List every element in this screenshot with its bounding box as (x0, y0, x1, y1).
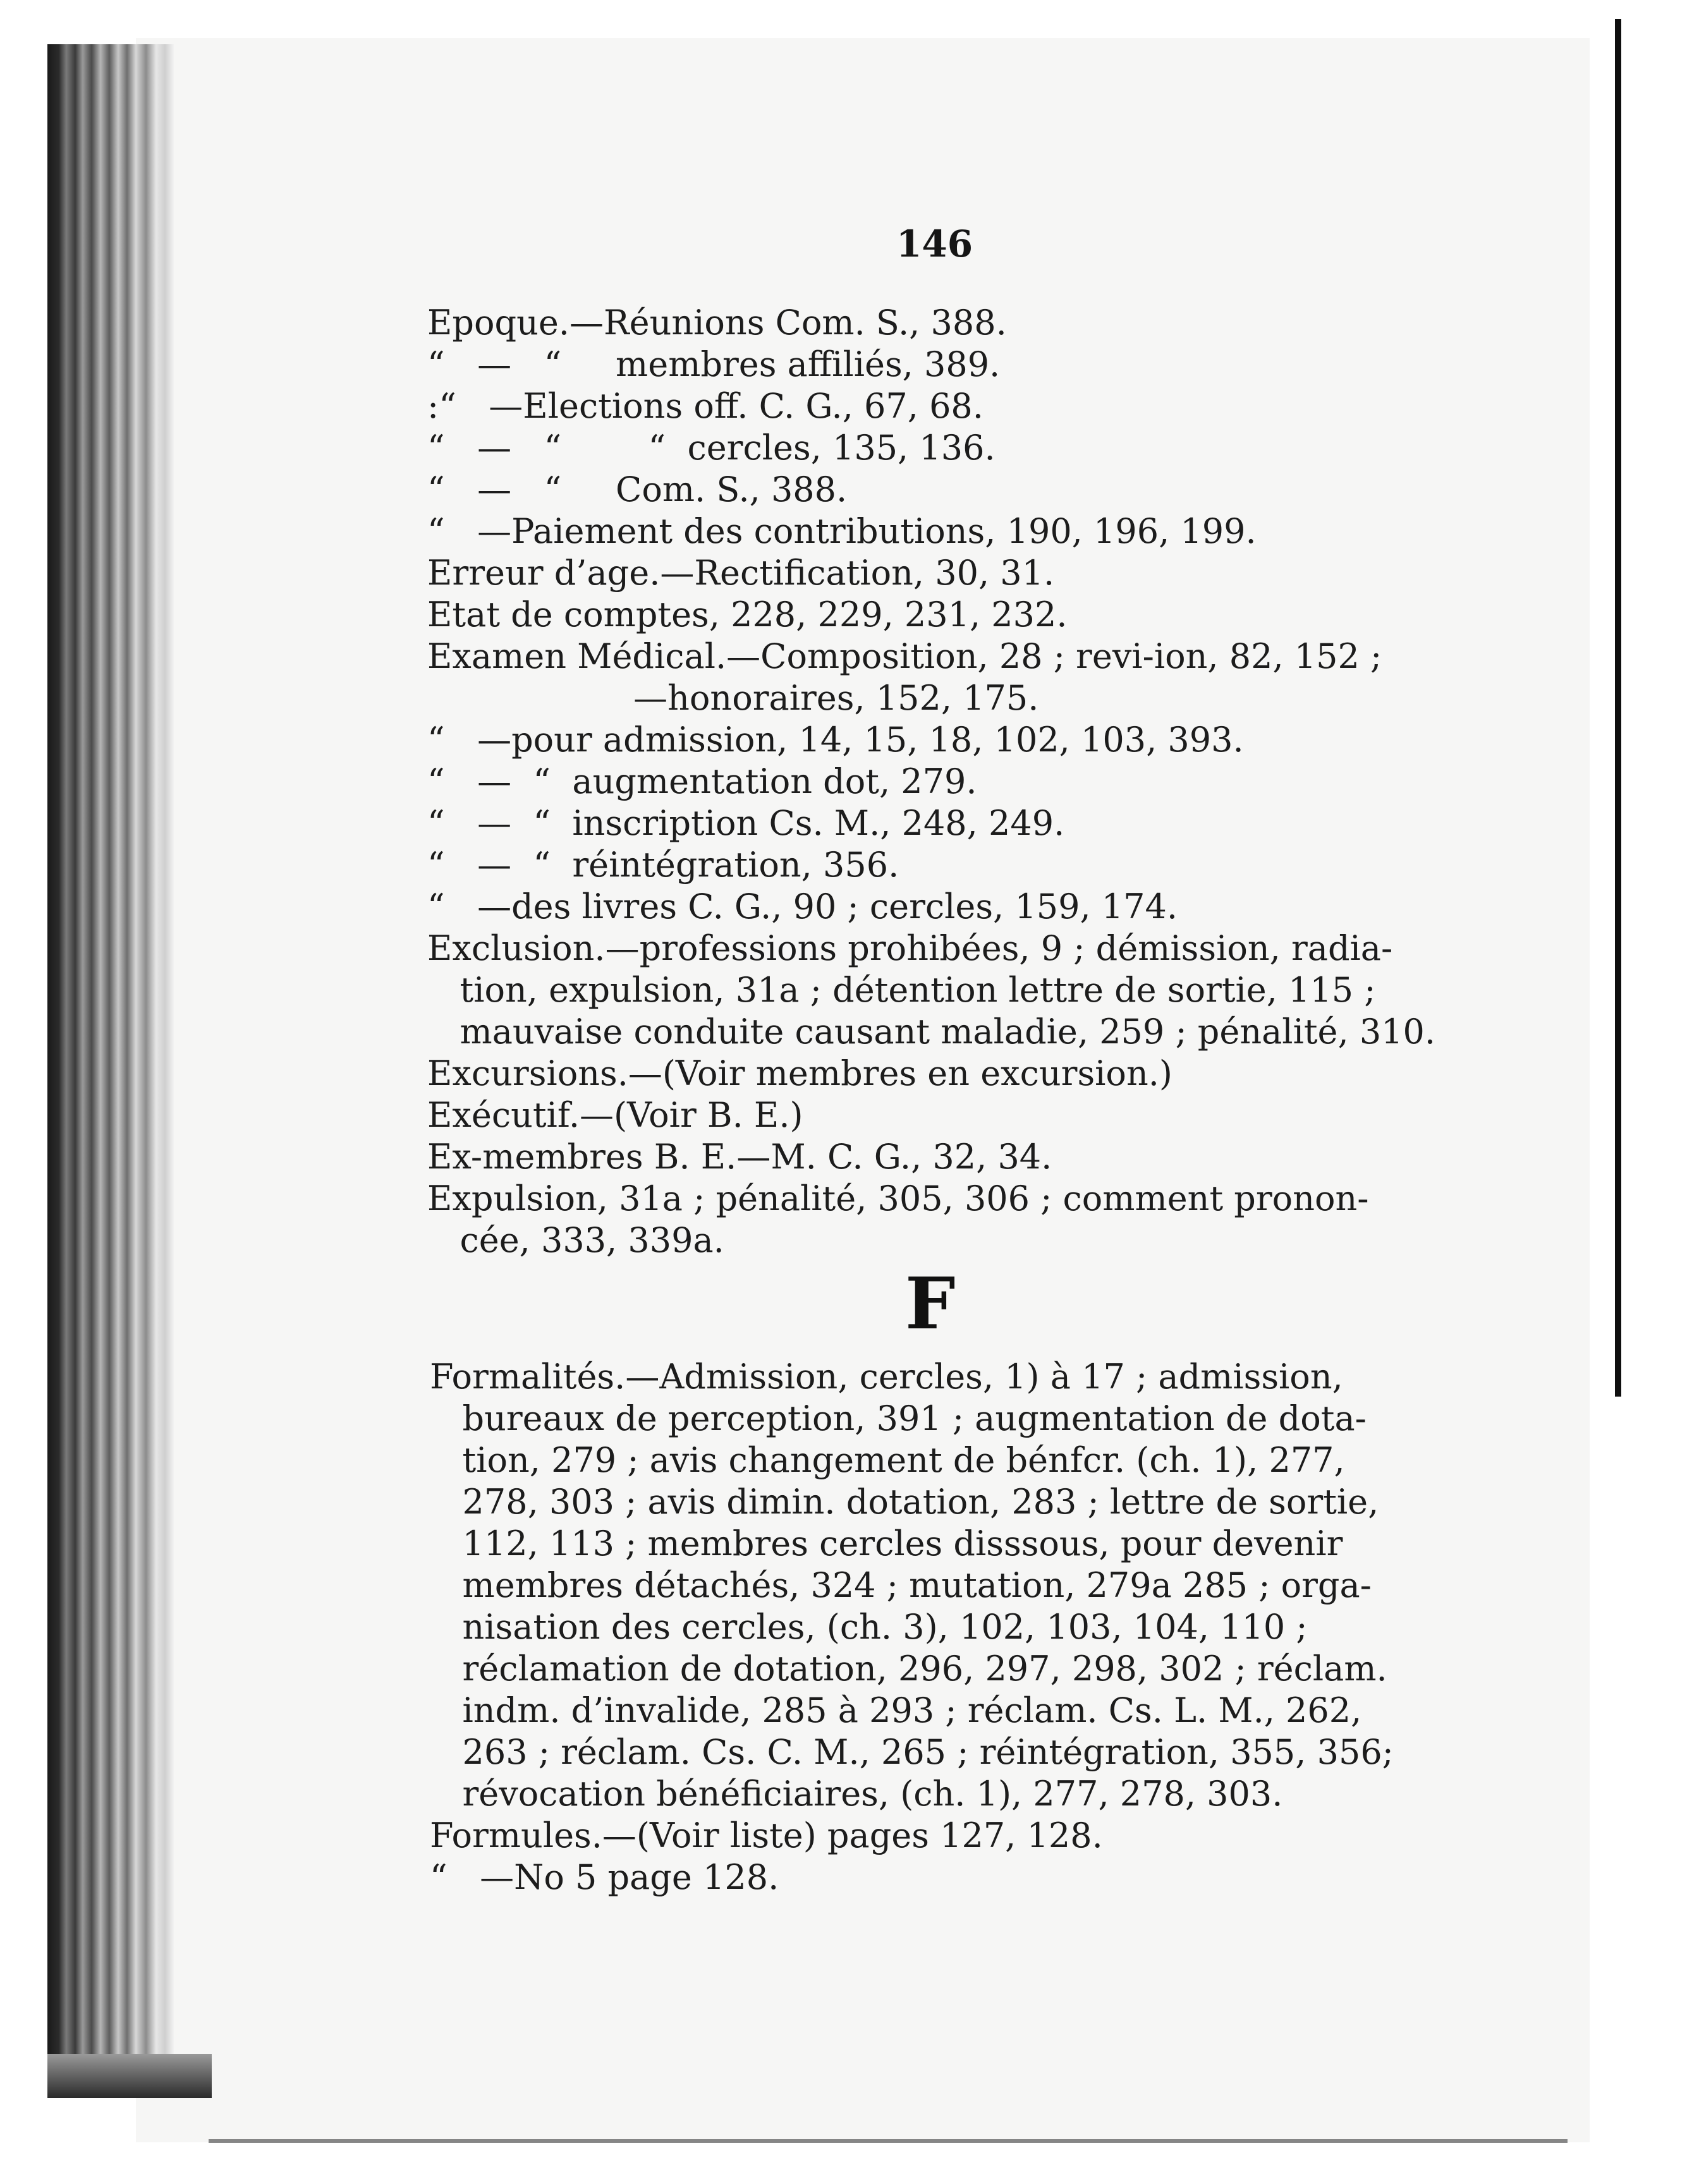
index-line: “ — “ inscription Cs. M., 248, 249. (427, 803, 1065, 843)
index-line: Exclusion.—professions prohibées, 9 ; démission, radia- (427, 928, 1393, 968)
index-line: “ — “ Com. S., 388. (427, 470, 848, 509)
index-line: Etat de comptes, 228, 229, 231, 232. (427, 595, 1068, 634)
index-line: bureaux de perception, 391 ; augmentation de dota- (430, 1398, 1367, 1438)
index-line: Epoque.—Réunions Com. S., 388. (427, 303, 1007, 343)
index-line: “ —des livres C. G., 90 ; cercles, 159, 174. (427, 887, 1178, 926)
index-line: indm. d’invalide, 285 à 293 ; réclam. Cs. L. M., 262, (430, 1690, 1362, 1730)
index-line: réclamation de dotation, 296, 297, 298, 302 ; réclam. (430, 1649, 1387, 1689)
index-line: nisation des cercles, (ch. 3), 102, 103, 104, 110 ; (430, 1607, 1308, 1647)
index-line: “ —No 5 page 128. (430, 1857, 779, 1897)
index-line: mauvaise conduite causant maladie, 259 ; pénalité, 310. (427, 1012, 1436, 1052)
page-bottom-edge (209, 2139, 1568, 2143)
index-line: tion, expulsion, 31a ; détention lettre de sortie, 115 ; (427, 970, 1376, 1010)
index-line: cée, 333, 339a. (427, 1220, 724, 1260)
index-line: 278, 303 ; avis dimin. dotation, 283 ; lettre de sortie, (430, 1482, 1379, 1522)
index-line: tion, 279 ; avis changement de bénfcr. (ch. 1), 277, (430, 1440, 1345, 1480)
index-line: révocation bénéficiaires, (ch. 1), 277, 278, 303. (430, 1774, 1283, 1814)
scan-margin (0, 0, 1699, 25)
section-letter-heading: F (905, 1263, 956, 1345)
index-line: Formules.—(Voir liste) pages 127, 128. (430, 1816, 1103, 1855)
index-line: Ex-membres B. E.—M. C. G., 32, 34. (427, 1137, 1052, 1177)
index-line: Expulsion, 31a ; pénalité, 305, 306 ; comment pronon- (427, 1179, 1369, 1218)
index-line: membres détachés, 324 ; mutation, 279a 285 ; orga- (430, 1565, 1372, 1605)
index-line: “ — “ réintégration, 356. (427, 845, 899, 885)
index-line: Erreur d’age.—Rectification, 30, 31. (427, 553, 1055, 593)
book-gutter-bottom (47, 2054, 212, 2098)
index-line: 263 ; réclam. Cs. C. M., 265 ; réintégration, 355, 356; (430, 1732, 1394, 1772)
index-line: 112, 113 ; membres cercles disssous, pour devenir (430, 1524, 1343, 1563)
index-line: Exécutif.—(Voir B. E.) (427, 1095, 803, 1135)
index-entries-e (427, 302, 1436, 1261)
index-line: Excursions.—(Voir membres en excursion.) (427, 1053, 1172, 1093)
index-line: :“ —Elections off. C. G., 67, 68. (427, 386, 983, 426)
index-line: “ — “ augmentation dot, 279. (427, 761, 977, 801)
book-gutter (47, 44, 174, 2066)
index-line: “ — “ membres affiliés, 389. (427, 344, 1001, 384)
facing-page-edge (1615, 19, 1621, 1397)
index-line: Formalités.—Admission, cercles, 1) à 17 ; admission, (430, 1357, 1343, 1397)
index-line: Examen Médical.—Composition, 28 ; revi-ion, 82, 152 ; (427, 636, 1382, 676)
index-line: —honoraires, 152, 175. (427, 678, 1039, 718)
index-line: “ —pour admission, 14, 15, 18, 102, 103, 393. (427, 720, 1244, 760)
index-entries-f (430, 1356, 1428, 1898)
index-line: “ —Paiement des contributions, 190, 196, 199. (427, 511, 1257, 551)
page-number: 146 (896, 222, 973, 265)
index-line: “ — “ “ cercles, 135, 136. (427, 428, 996, 468)
